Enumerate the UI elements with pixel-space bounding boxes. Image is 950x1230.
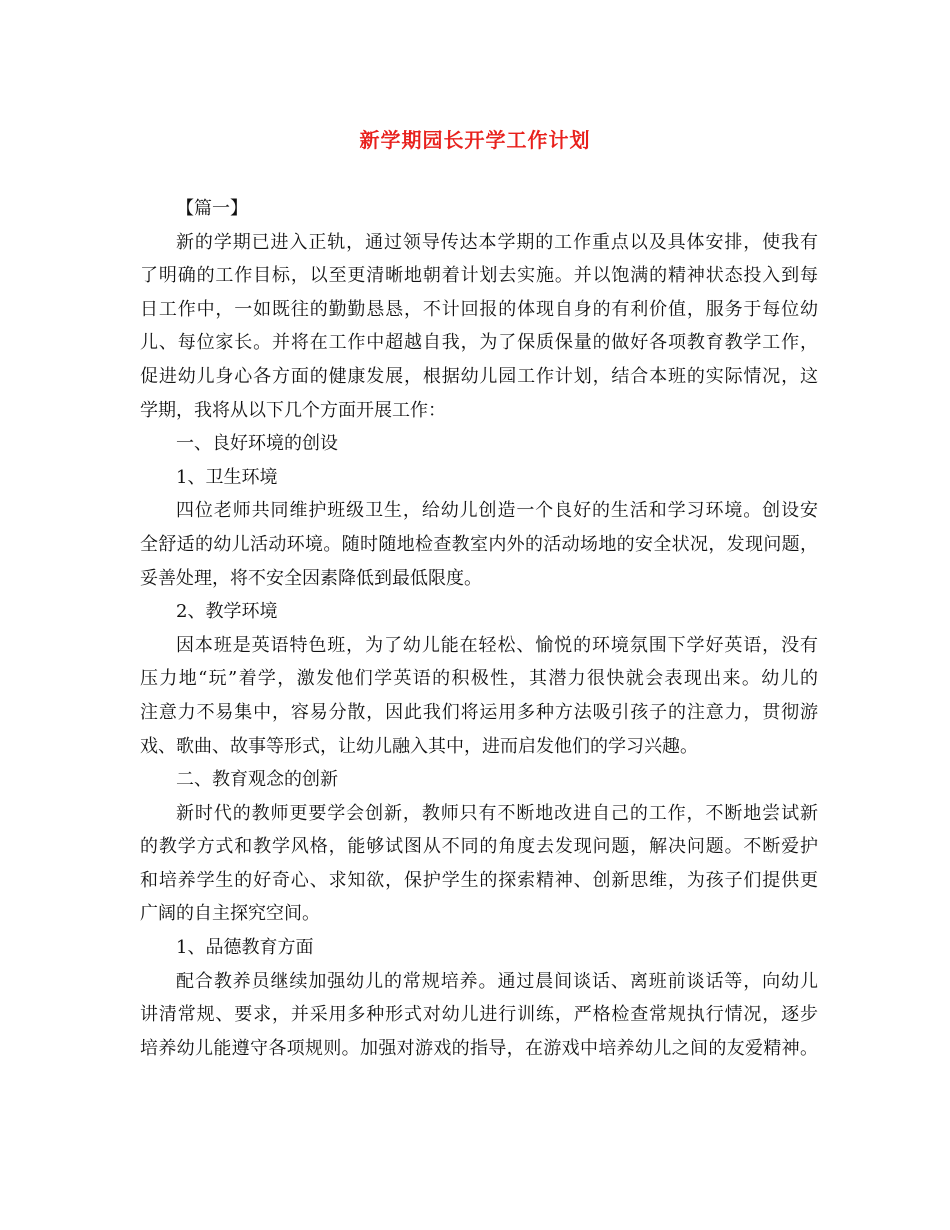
section-heading: 1、卫生环境 bbox=[176, 466, 278, 488]
paragraph-line: 因本班是英语特色班，为了幼儿能在轻松、愉悦的环境氛围下学好英语，没有 bbox=[176, 634, 818, 656]
paragraph-line: 妥善处理，将不安全因素降低到最低限度。 bbox=[140, 567, 482, 589]
section-heading: 二、教育观念的创新 bbox=[176, 769, 338, 791]
paragraph-line: 配合教养员继续加强幼儿的常规培养。通过晨间谈话、离班前谈话等，向幼儿 bbox=[176, 970, 818, 992]
paragraph-line: 和培养学生的好奇心、求知欲，保护学生的探索精神、创新思维，为孩子们提供更 bbox=[140, 869, 818, 891]
paragraph-line: 培养幼儿能遵守各项规则。加强对游戏的指导，在游戏中培养幼儿之间的友爱精神。 bbox=[140, 1037, 818, 1059]
section-heading: 1、品德教育方面 bbox=[176, 937, 314, 959]
paragraph-line: 新时代的教师更要学会创新，教师只有不断地改进自己的工作，不断地尝试新 bbox=[176, 802, 818, 824]
paragraph-line: 全舒适的幼儿活动环境。随时随地检查教室内外的活动场地的安全状况，发现问题， bbox=[140, 533, 818, 555]
paragraph-line: 压力地“玩”着学，激发他们学英语的积极性，其潜力很快就会表现出来。幼儿的 bbox=[140, 668, 818, 690]
paragraph-line: 讲清常规、要求，并采用多种形式对幼儿进行训练，严格检查常规执行情况，逐步 bbox=[140, 1004, 818, 1026]
section-heading: 2、教学环境 bbox=[176, 601, 278, 623]
document-title: 新学期园长开学工作计划 bbox=[359, 128, 591, 152]
paragraph-line: 新的学期已进入正轨，通过领导传达本学期的工作重点以及具体安排，使我有 bbox=[176, 231, 818, 253]
paragraph-line: 注意力不易集中，容易分散，因此我们将运用多种方法吸引孩子的注意力，贯彻游 bbox=[140, 701, 818, 723]
paragraph-line: 日工作中，一如既往的勤勤恳恳，不计回报的体现自身的有利价值，服务于每位幼 bbox=[140, 298, 818, 320]
paragraph-line: 的教学方式和教学风格，能够试图从不同的角度去发现问题，解决问题。不断爱护 bbox=[140, 836, 818, 858]
paragraph-line: 戏、歌曲、故事等形式，让幼儿融入其中，进而启发他们的学习兴趣。 bbox=[140, 735, 698, 757]
paragraph-line: 广阔的自主探究空间。 bbox=[140, 903, 320, 925]
paragraph-line: 儿、每位家长。并将在工作中超越自我，为了保质保量的做好各项教育教学工作， bbox=[140, 332, 818, 354]
paragraph-line: 了明确的工作目标，以至更清晰地朝着计划去实施。并以饱满的精神状态投入到每 bbox=[140, 265, 818, 287]
paragraph-line: 四位老师共同维护班级卫生，给幼儿创造一个良好的生活和学习环境。创设安 bbox=[176, 500, 818, 522]
document-body bbox=[140, 192, 818, 1065]
section-heading: 【篇一】 bbox=[176, 198, 248, 219]
paragraph-line: 学期，我将从以下几个方面开展工作： bbox=[140, 399, 446, 421]
section-heading: 一、良好环境的创设 bbox=[176, 433, 338, 455]
paragraph-line: 促进幼儿身心各方面的健康发展，根据幼儿园工作计划，结合本班的实际情况，这 bbox=[140, 365, 818, 387]
